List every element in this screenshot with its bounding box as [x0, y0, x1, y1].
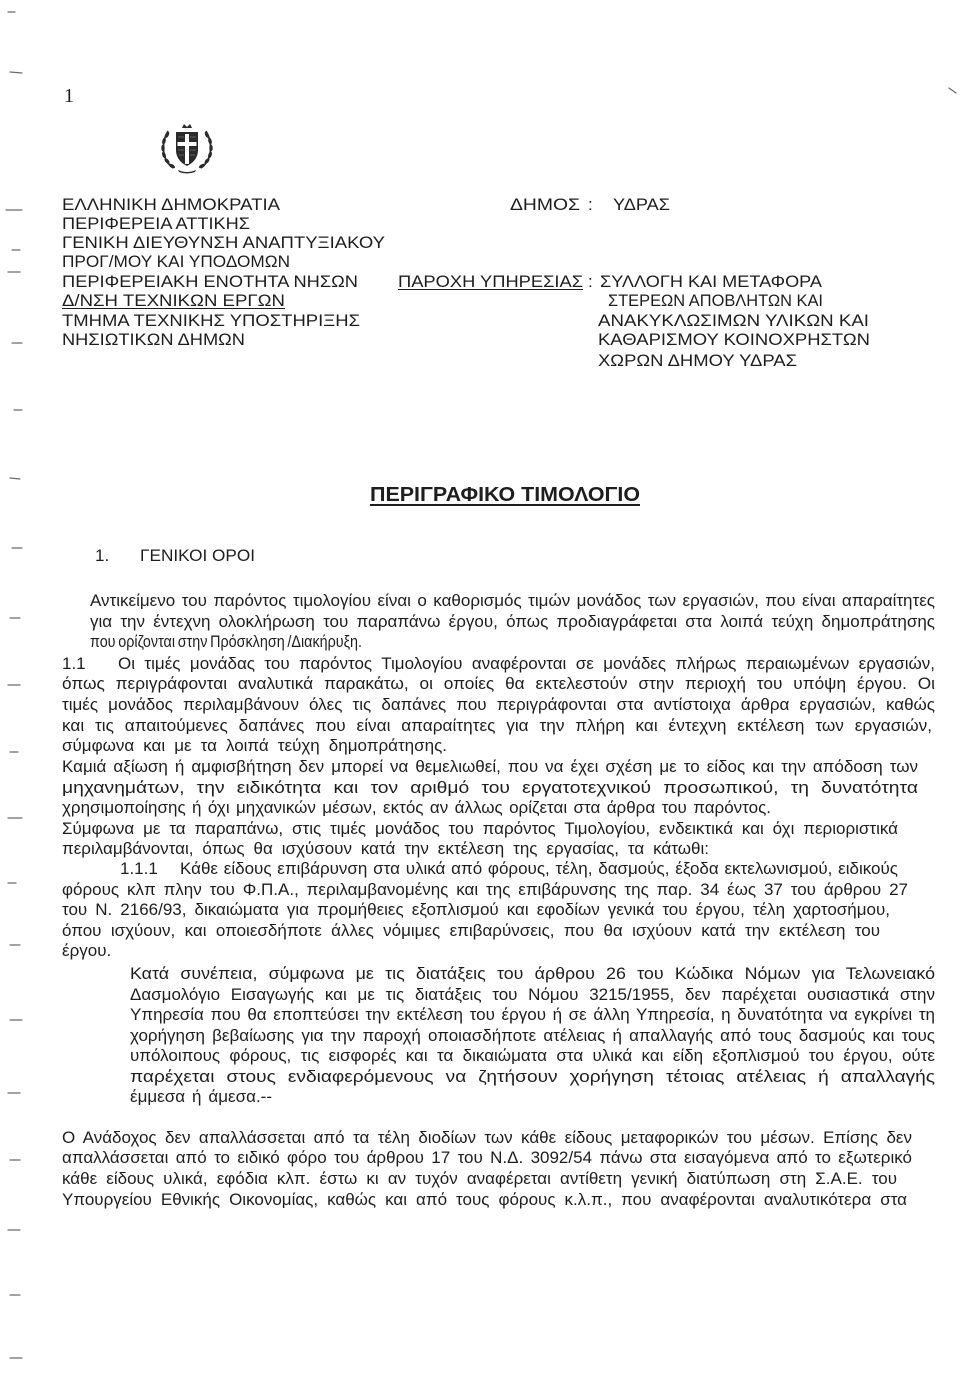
intro-line: Αντικείμενο του παρόντος τιμολογίου είναι ο καθορισμός τιμών μονάδος των εργασιών, που είναι απαραίτητες [90, 591, 935, 610]
clause-line: σύμφωνα και με τα λοιπά τεύχη δημοπράτησης. [62, 736, 447, 755]
contractor-line: Υπουργείου Εθνικής Οικονομίας, καθώς και από τους φόρους κ.λ.π., που αναφέρονται αναλυτικότερα στα [62, 1190, 907, 1209]
header-left-line: ΠΡΟΓ/ΜΟΥ ΚΑΙ ΥΠΟΔΟΜΩΝ [62, 252, 290, 271]
municipality-label: ΔΗΜΟΣ [510, 195, 580, 214]
header-left-line: ΠΕΡΙΦΕΡΕΙΑΚΗ ΕΝΟΤΗΤΑ ΝΗΣΩΝ [62, 272, 358, 291]
page-title: ΠΕΡΙΓΡΑΦΙΚΟ ΤΙΜΟΛΟΓΙΟ [370, 484, 640, 506]
municipality-value: ΥΔΡΑΣ [613, 195, 670, 214]
clause-line: Οι τιμές μονάδας του παρόντος Τιμολογίου αναφέρονται σε μονάδες πλήρως περαιωμένων εργασιών, [118, 654, 935, 673]
header-left-line: ΕΛΛΗΝΙΚΗ ΔΗΜΟΚΡΑΤΙΑ [62, 195, 280, 214]
header-left-line-department: Δ/ΝΣΗ ΤΕΧΝΙΚΩΝ ΕΡΓΩΝ [62, 291, 285, 310]
customs-line: χορήγηση βεβαίωσης για την παροχή οποιασδήποτε ατέλειας ή απαλλαγής από τους δασμούς και τους [130, 1026, 935, 1045]
contractor-line: απαλλάσσεται από το ειδικό φόρο του άρθρου 17 του Ν.Δ. 3092/54 πάνω στα εισαγόμενα από το εξωτερικό [62, 1148, 912, 1167]
subclause-line: όπου ισχύουν, και οποιεσδήποτε άλλες νόμιμες επιβαρύνσεις, που θα ισχύουν κατά την εκτέλεση του [62, 921, 880, 940]
service-label: ΠΑΡΟΧΗ ΥΠΗΡΕΣΙΑΣ [398, 272, 583, 291]
header-left-line: ΓΕΝΙΚΗ ΔΙΕΥΘΥΝΣΗ ΑΝΑΠΤΥΞΙΑΚΟΥ [62, 233, 385, 252]
customs-line: έμμεσα ή άμεσα.-- [130, 1087, 272, 1106]
customs-line: Υπηρεσία που θα εποπτεύσει την εκτέλεση του έργου ή σε άλλη Υπηρεσία, η δυνατότητα να εγκρίνει τη [130, 1005, 935, 1024]
service-line: ΣΥΛΛΟΓΗ ΚΑΙ ΜΕΤΑΦΟΡΑ [600, 272, 822, 291]
clause-number: 1.1 [62, 654, 86, 673]
customs-line: παρέχεται στους ενδιαφερόμενους να ζητήσουν χορήγηση τέτοιας ατέλειας ή απαλλαγής [130, 1067, 935, 1086]
service-line: ΚΑΘΑΡΙΣΜΟΥ ΚΟΙΝΟΧΡΗΣΤΩΝ [598, 330, 870, 349]
intro-line: που ορίζονται στην Πρόσκληση /Διακήρυξη. [90, 632, 362, 651]
header-left-line: ΝΗΣΙΩΤΙΚΩΝ ΔΗΜΩΝ [62, 330, 246, 349]
municipality-separator: : [588, 195, 593, 214]
customs-line: υπόλοιπους φόρους, τις εισφορές και τα δικαιώματα στα υλικά και είδη εξοπλισμού του έργου, ούτε [130, 1046, 935, 1065]
subclause-line: φόρους κλπ πλην του Φ.Π.Α., περιλαμβανομένης και της επιβάρυνσης της παρ. 34 έως 37 του άρθρου 27 [62, 880, 908, 899]
customs-line: Κατά συνέπεια, σύμφωνα με τις διατάξεις του άρθρου 26 του Κώδικα Νόμων για Τελωνειακό [130, 964, 935, 983]
claims-line: μηχανημάτων, την ειδικότητα και τον αριθμό του εργατοτεχνικού προσωπικού, τη δυνατότητα [62, 778, 918, 797]
service-line: ΣΤΕΡΕΩΝ ΑΠΟΒΛΗΤΩΝ ΚΑΙ [608, 291, 823, 310]
clause-line: και τις απαιτούμενες δαπάνες που είναι απαραίτητες για την πλήρη και έντεχνη εκτέλεση των εργασιών, [62, 716, 933, 735]
subclause-line: έργου. [62, 941, 112, 960]
page-number: 1 [64, 85, 74, 107]
margin-mark [10, 478, 20, 479]
subclause-line: του Ν. 2166/93, δικαιώματα για προμήθειες εξοπλισμού και εφοδίων γενικά του έργου, τέλη χαρτοσήμου, [62, 900, 890, 919]
service-separator: : [588, 272, 593, 291]
clause-line: όπως περιγράφονται αναλυτικά παρακάτω, οι οποίες θα εκτελεστούν στην περιοχή του υπόψη έργου. Οι [62, 674, 935, 693]
subclause-line: Κάθε είδους επιβάρυνση στα υλικά από φόρους, τέλη, δασμούς, έξοδα εκτελωνισμού, ειδικούς [180, 859, 898, 878]
header-left-line: ΤΜΗΜΑ ΤΕΧΝΙΚΗΣ ΥΠΟΣΤΗΡΙΞΗΣ [62, 311, 360, 330]
intro-line: για την έντεχνη ολοκλήρωση του παραπάνω έργου, όπως προδιαγράφεται στα λοιπά τεύχη δημοπράτησης [90, 612, 935, 631]
claims-line: Καμιά αξίωση ή αμφισβήτηση δεν μπορεί να θεμελιωθεί, που να έχει σχέση με το είδος και την απόδοση των [62, 757, 918, 776]
margin-mark [949, 88, 956, 93]
subclause-number: 1.1.1 [120, 859, 158, 878]
inclusions-line: περιλαμβάνονται, όπως θα ισχύσουν κατά την εκτέλεση της εργασίας, τα κάτωθι: [62, 839, 709, 858]
contractor-line: κάθε είδους υλικά, εφόδια κλπ. έστω κι αν τυχόν αναφέρεται αντίθετη γενική διατύπωση στη Σ.Α.Ε. του [62, 1169, 897, 1188]
claims-line: χρησιμοποίησης ή όχι μηχανικών μέσων, εκτός αν άλλως ορίζεται στα άρθρα του παρόντος. [62, 798, 771, 817]
header-left-line: ΠΕΡΙΦΕΡΕΙΑ ΑΤΤΙΚΗΣ [62, 214, 250, 233]
section-heading: ΓΕΝΙΚΟΙ ΟΡΟΙ [140, 546, 255, 565]
contractor-line: Ο Ανάδοχος δεν απαλλάσσεται από τα τέλη διοδίων των κάθε είδους μεταφορικών του μέσων. Επίσης δεν [62, 1128, 912, 1147]
section-number: 1. [95, 546, 110, 565]
clause-line: τιμές μονάδος περιλαμβάνουν όλες τις δαπάνες που περιγράφονται στα αντίστοιχα άρθρα εργασιών, καθώς [62, 695, 935, 714]
margin-mark [10, 72, 22, 73]
greek-coat-of-arms-icon [158, 120, 216, 175]
service-line: ΑΝΑΚΥΚΛΩΣΙΜΩΝ ΥΛΙΚΩΝ ΚΑΙ [598, 311, 869, 330]
customs-line: Δασμολόγιο Εισαγωγής και με τις διατάξεις του Νόμου 3215/1955, δεν παρέχεται ουσιαστικά στην [130, 985, 935, 1004]
service-line: ΧΩΡΩΝ ΔΗΜΟΥ ΥΔΡΑΣ [598, 351, 797, 370]
inclusions-line: Σύμφωνα με τα παραπάνω, στις τιμές μονάδος του παρόντος Τιμολογίου, ενδεικτικά και όχι περιοριστικά [62, 819, 898, 838]
